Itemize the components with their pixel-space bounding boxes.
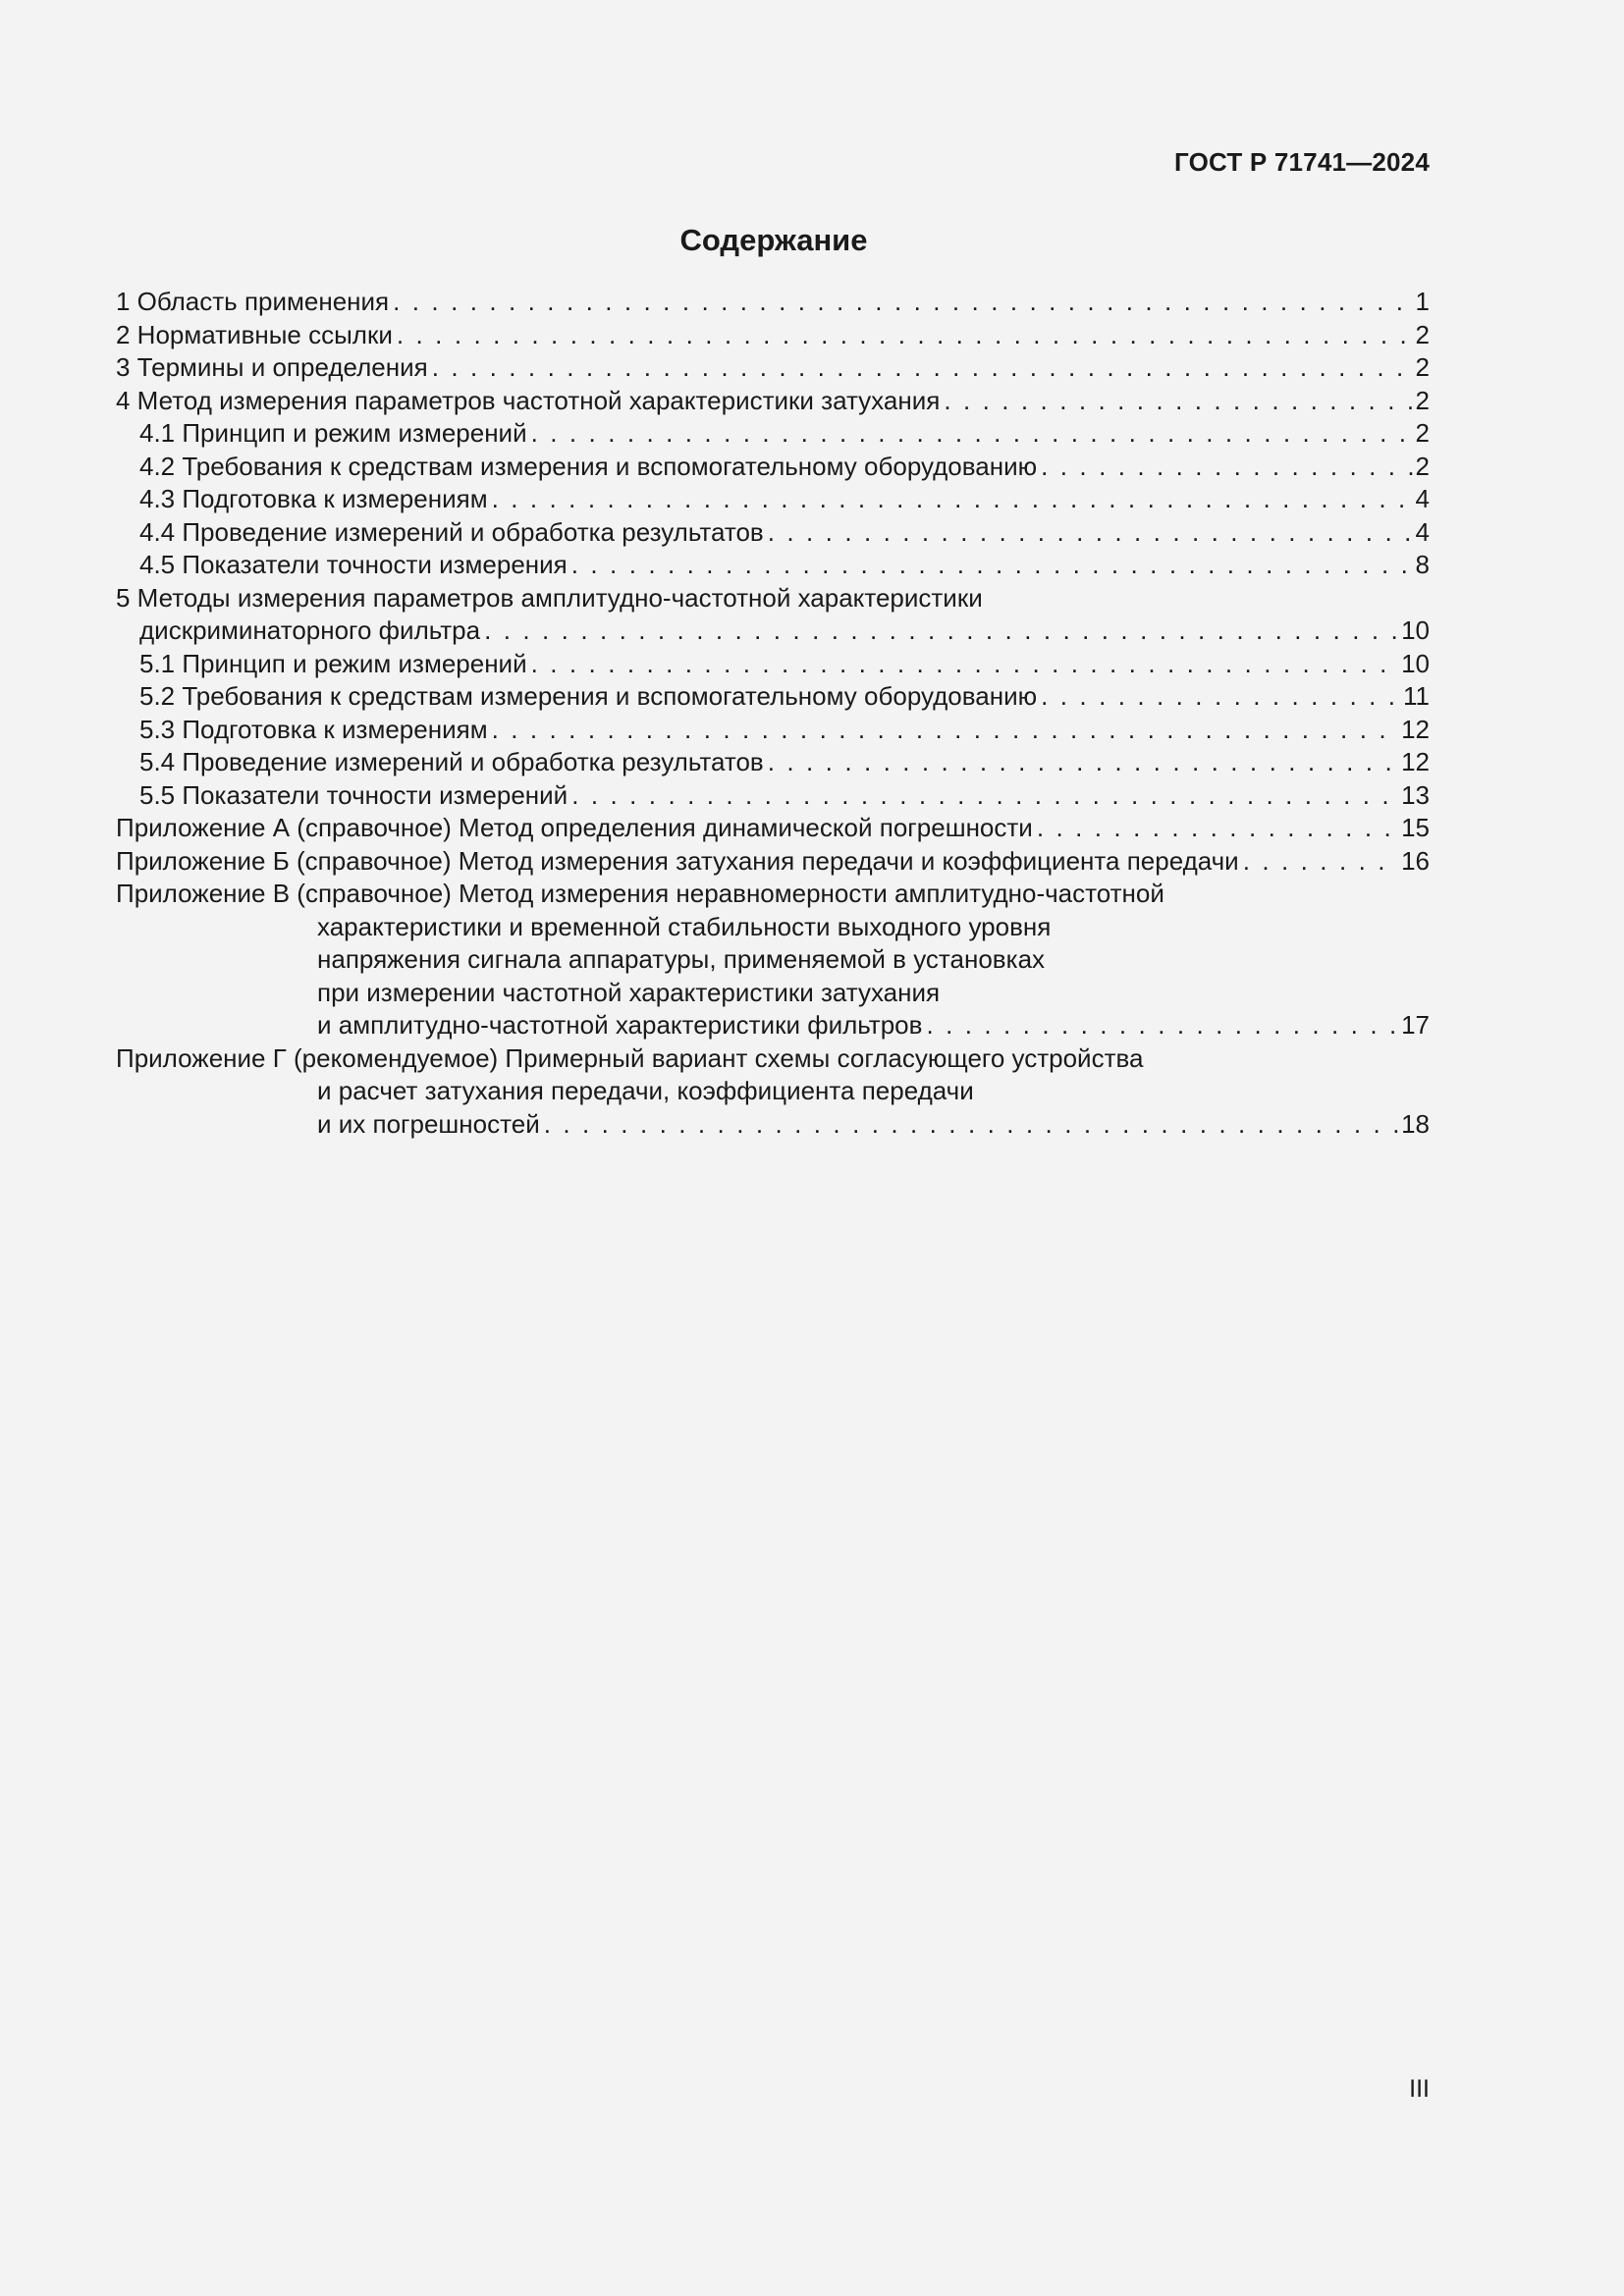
toc-title: Содержание (679, 223, 868, 257)
toc-entry-text: 4 Метод измерения параметров частотной характеристики затухания (116, 385, 944, 418)
toc-page-number: 16 (1401, 845, 1430, 876)
leader-dots (1243, 845, 1399, 879)
leader-dots (1041, 451, 1413, 484)
toc-subentry[interactable] (116, 451, 1430, 484)
toc-page-number: 4 (1415, 484, 1430, 513)
toc-subentry[interactable] (116, 746, 1430, 779)
toc-entry-text: Приложение Г (рекомендуемое) Примерный вариант схемы согласующего устройства (116, 1042, 1144, 1073)
toc-page-number: 15 (1401, 813, 1430, 842)
table-of-contents (116, 286, 1430, 1141)
toc-subentry[interactable] (116, 680, 1430, 714)
toc-entry-text: 5.4 Проведение измерений и обработка результатов (139, 746, 768, 779)
toc-entry-text: 4.4 Проведение измерений и обработка результатов (139, 516, 768, 550)
toc-entry-text-continued: напряжения сигнала аппаратуры, применяемой в установках (317, 944, 1046, 974)
toc-entry-text: 5.5 Показатели точности измерений (139, 779, 571, 813)
toc-entry-text: 5 Методы измерения параметров амплитудно-частотной характеристики (116, 582, 983, 613)
toc-page-number: 10 (1401, 648, 1430, 678)
toc-subentry[interactable] (116, 483, 1430, 516)
toc-page-number: 18 (1401, 1108, 1430, 1139)
toc-entry-text: 5.1 Принцип и режим измерений (139, 648, 531, 681)
leader-dots (571, 549, 1414, 582)
toc-entry-text: Приложение Б (справочное) Метод измерения затухания передачи и коэффициента передачи (116, 845, 1243, 879)
document-id: ГОСТ Р 71741—2024 (1174, 147, 1430, 177)
leader-dots (1037, 812, 1399, 845)
toc-entry-text: 2 Нормативные ссылки (116, 319, 397, 352)
toc-entry-text: 4.1 Принцип и режим измерений (139, 417, 531, 451)
toc-entry[interactable] (116, 582, 1430, 648)
leader-dots (397, 319, 1414, 352)
toc-subentry[interactable] (116, 779, 1430, 813)
toc-page-number: 13 (1401, 779, 1430, 810)
leader-dots (768, 516, 1414, 550)
toc-subentry[interactable] (116, 648, 1430, 681)
toc-entry-text: 3 Термины и определения (116, 351, 432, 385)
toc-page-number: 10 (1401, 615, 1430, 645)
toc-entry[interactable] (116, 286, 1430, 319)
leader-dots (393, 286, 1413, 319)
leader-dots (571, 779, 1399, 813)
toc-page-number: 17 (1401, 1010, 1430, 1040)
toc-entry-text: 5.3 Подготовка к измерениям (139, 714, 492, 747)
toc-entry-text: 5.2 Требования к средствам измерения и вспомогательному оборудованию (139, 680, 1041, 714)
toc-subentry[interactable] (116, 516, 1430, 550)
toc-page-number: 2 (1415, 418, 1430, 448)
toc-page-number: 2 (1415, 385, 1430, 415)
toc-entry-text-continued: и их погрешностей (317, 1108, 544, 1142)
leader-dots (1041, 680, 1401, 714)
toc-page-number: 2 (1415, 451, 1430, 481)
leader-dots (492, 483, 1414, 516)
toc-appendix-entry[interactable] (116, 845, 1430, 879)
toc-entry-text-continued: при измерении частотной характеристики затухания (317, 977, 941, 1007)
toc-appendix-entry[interactable] (116, 878, 1430, 1042)
leader-dots (432, 351, 1414, 385)
toc-subentry[interactable] (116, 714, 1430, 747)
leader-dots (768, 746, 1399, 779)
leader-dots (531, 648, 1399, 681)
leader-dots (484, 614, 1399, 648)
toc-appendix-entry[interactable] (116, 1042, 1430, 1142)
page-number: III (1409, 2075, 1430, 2103)
leader-dots (544, 1108, 1399, 1142)
toc-entry[interactable] (116, 319, 1430, 352)
toc-entry-text: 4.5 Показатели точности измерения (139, 549, 571, 582)
toc-subentry[interactable] (116, 549, 1430, 582)
toc-entry-text: Приложение А (справочное) Метод определения динамической погрешности (116, 812, 1037, 845)
toc-appendix-entry[interactable] (116, 812, 1430, 845)
toc-page-number: 4 (1415, 516, 1430, 547)
toc-page-number: 11 (1403, 681, 1430, 711)
toc-page-number: 2 (1415, 352, 1430, 382)
toc-entry-text-continued: характеристики и временной стабильности выходного уровня (317, 911, 1052, 941)
leader-dots (492, 714, 1400, 747)
toc-entry-text-continued: и амплитудно-частотной характеристики фильтров (317, 1009, 926, 1042)
toc-page-number: 12 (1401, 714, 1430, 744)
toc-page-number: 8 (1415, 550, 1430, 579)
toc-entry-text: 1 Область применения (116, 286, 393, 319)
toc-entry-text: 4.3 Подготовка к измерениям (139, 483, 492, 516)
leader-dots (531, 417, 1414, 451)
toc-entry[interactable] (116, 385, 1430, 418)
toc-page-number: 1 (1415, 287, 1430, 316)
toc-page-number: 12 (1401, 747, 1430, 776)
toc-page-number: 2 (1415, 319, 1430, 349)
toc-entry[interactable] (116, 351, 1430, 385)
toc-entry-text-continued: дискриминаторного фильтра (139, 614, 484, 648)
toc-entry-text-continued: и расчет затухания передачи, коэффициента передачи (317, 1076, 974, 1105)
toc-entry-text: 4.2 Требования к средствам измерения и вспомогательному оборудованию (139, 451, 1041, 484)
leader-dots (926, 1009, 1399, 1042)
toc-subentry[interactable] (116, 417, 1430, 451)
toc-entry-text: Приложение В (справочное) Метод измерения неравномерности амплитудно-частотной (116, 879, 1164, 908)
leader-dots (944, 385, 1413, 418)
